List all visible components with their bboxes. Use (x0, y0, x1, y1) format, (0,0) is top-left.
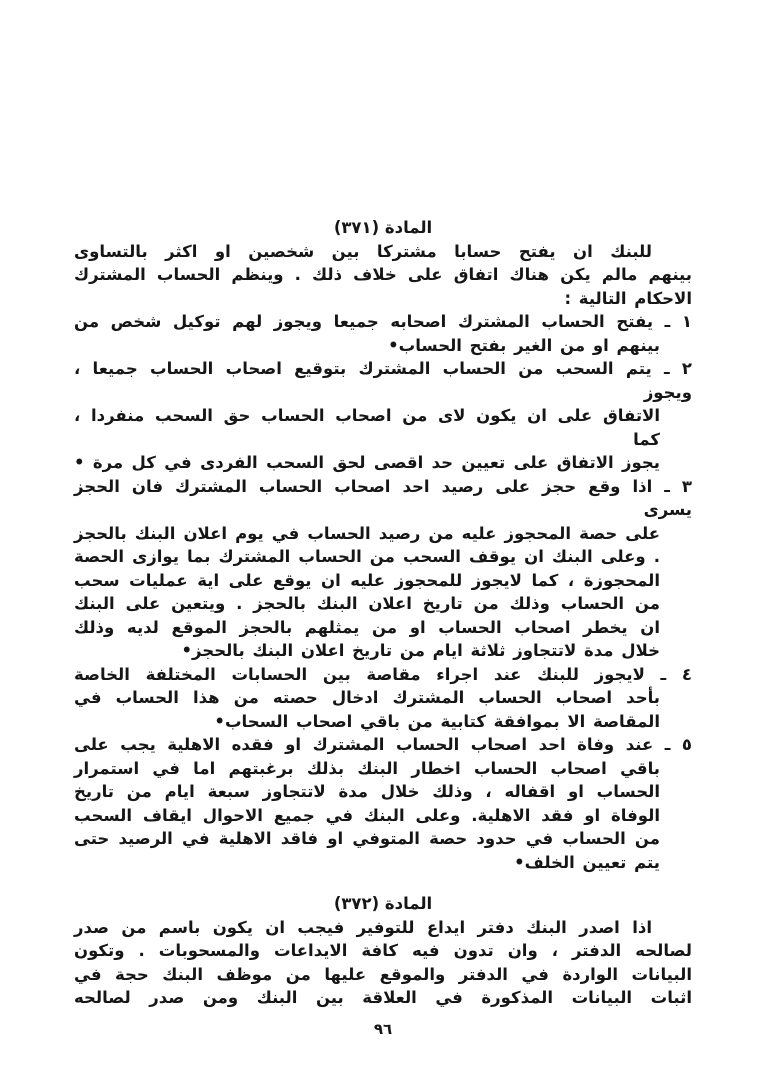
article-371-item-2-line: يجوز الاتفاق على تعيين حد اقصى لحق السحب الفردى في كل مرة • (74, 453, 660, 472)
article-372-intro-line: اذا اصدر البنك دفتر ايداع للتوفير فيجب ان يكون باسم من صدر (74, 917, 652, 937)
article-371-item-2-line: الاتفاق على ان يكون لاى من اصحاب الحساب حق السحب منفردا ، كما (74, 406, 660, 449)
article-371-item-3-line: من الحساب وذلك من تاريخ اعلان البنك بالحجز . ويتعين على البنك (74, 594, 660, 613)
article-372-intro-line: لصالحه الدفتر ، وان تدون فيه كافة الايداعات والمسحوبات . وتكون (74, 941, 692, 960)
article-371-item-1-line: بينهم او من الغير بفتح الحساب• (388, 335, 660, 355)
article-371-intro-line: للبنك ان يفتح حسابا مشتركا بين شخصين او اكثر بالتساوى (74, 241, 652, 261)
article-371-item-3-line: . وعلى البنك ان يوقف السحب من الحساب المشترك بما يوازى الحصة (74, 547, 660, 566)
article-371-intro-line: الاحكام التالية : (564, 288, 692, 308)
article-371-title: المادة (٣٧١) (333, 218, 433, 237)
page-number: ٩٦ (373, 1020, 393, 1038)
article-371-item-3-line: على حصة المحجوز عليه من رصيد الحساب في يوم اعلان البنك بالحجز (74, 523, 660, 543)
article-371-item-5-line: يتم تعيين الخلف• (514, 852, 660, 872)
article-371-item-5-line: الحساب او اقفاله ، وذلك خلال مدة لاتتجاوز سبعة ايام من تاريخ (74, 782, 660, 801)
article-371-item-4-line: ٤ ـ لايجوز للبنك عند اجراء مقاصة بين الحسابات المختلفة الخاصة (74, 664, 692, 684)
article-371-item-3-line: ٣ ـ اذا وقع حجز على رصيد احد اصحاب الحساب المشترك فان الحجز يسرى (74, 476, 692, 519)
article-372-title: المادة (٣٧٢) (333, 894, 433, 913)
article-371-item-3-line: المحجوزة ، كما لايجوز للمحجوز عليه ان يوقع على اية عمليات سحب (74, 570, 660, 590)
article-371-item-5-line: باقي اصحاب الحساب اخطار البنك بذلك برغبتهم اما في استمرار (74, 758, 660, 778)
page-text-block (74, 0, 692, 1010)
article-371-item-2-line: ٢ ـ يتم السحب من الحساب المشترك بتوقيع اصحاب الحساب جميعا ، ويجوز (74, 359, 692, 402)
article-372-intro-line: البيانات الواردة في الدفتر والموقع عليها من موظف البنك حجة في (74, 964, 692, 984)
article-371-item-3-line: ان يخطر اصحاب الحساب او من يمثلهم بالحجز الموقع لديه وذلك (74, 617, 660, 637)
article-371-item-5-line: من الحساب في حدود حصة المتوفي او فاقد الاهلية في الرصيد حتى (74, 829, 660, 848)
article-371-item-5-line: الوفاة او فقد الاهلية. وعلى البنك في جميع الاحوال ايقاف السحب (74, 805, 660, 825)
article-371-item-4-line: بأحد اصحاب الحساب المشترك ادخال حصته من هذا الحساب في (74, 688, 660, 707)
article-371-item-4-line: المقاصة الا بموافقة كتابية من باقي اصحاب السحاب• (214, 711, 660, 731)
article-371-item-5-line: ٥ ـ عند وفاة احد اصحاب الحساب المشترك او فقده الاهلية يجب على (74, 735, 692, 754)
article-371-intro-line: بينهم مالم يكن هناك اتفاق على خلاف ذلك . وينظم الحساب المشترك (74, 265, 692, 284)
article-371-item-1-line: ١ ـ يفتح الحساب المشترك اصحابه جميعا ويجوز لهم توكيل شخص من (74, 312, 692, 331)
article-371-item-3-line: خلال مدة لاتتجاوز ثلاثة ايام من تاريخ اعلان البنك بالحجز• (181, 641, 660, 660)
article-372-intro-line: اثبات البيانات المذكورة في العلاقة بين البنك ومن صدر لصالحه (74, 988, 692, 1007)
